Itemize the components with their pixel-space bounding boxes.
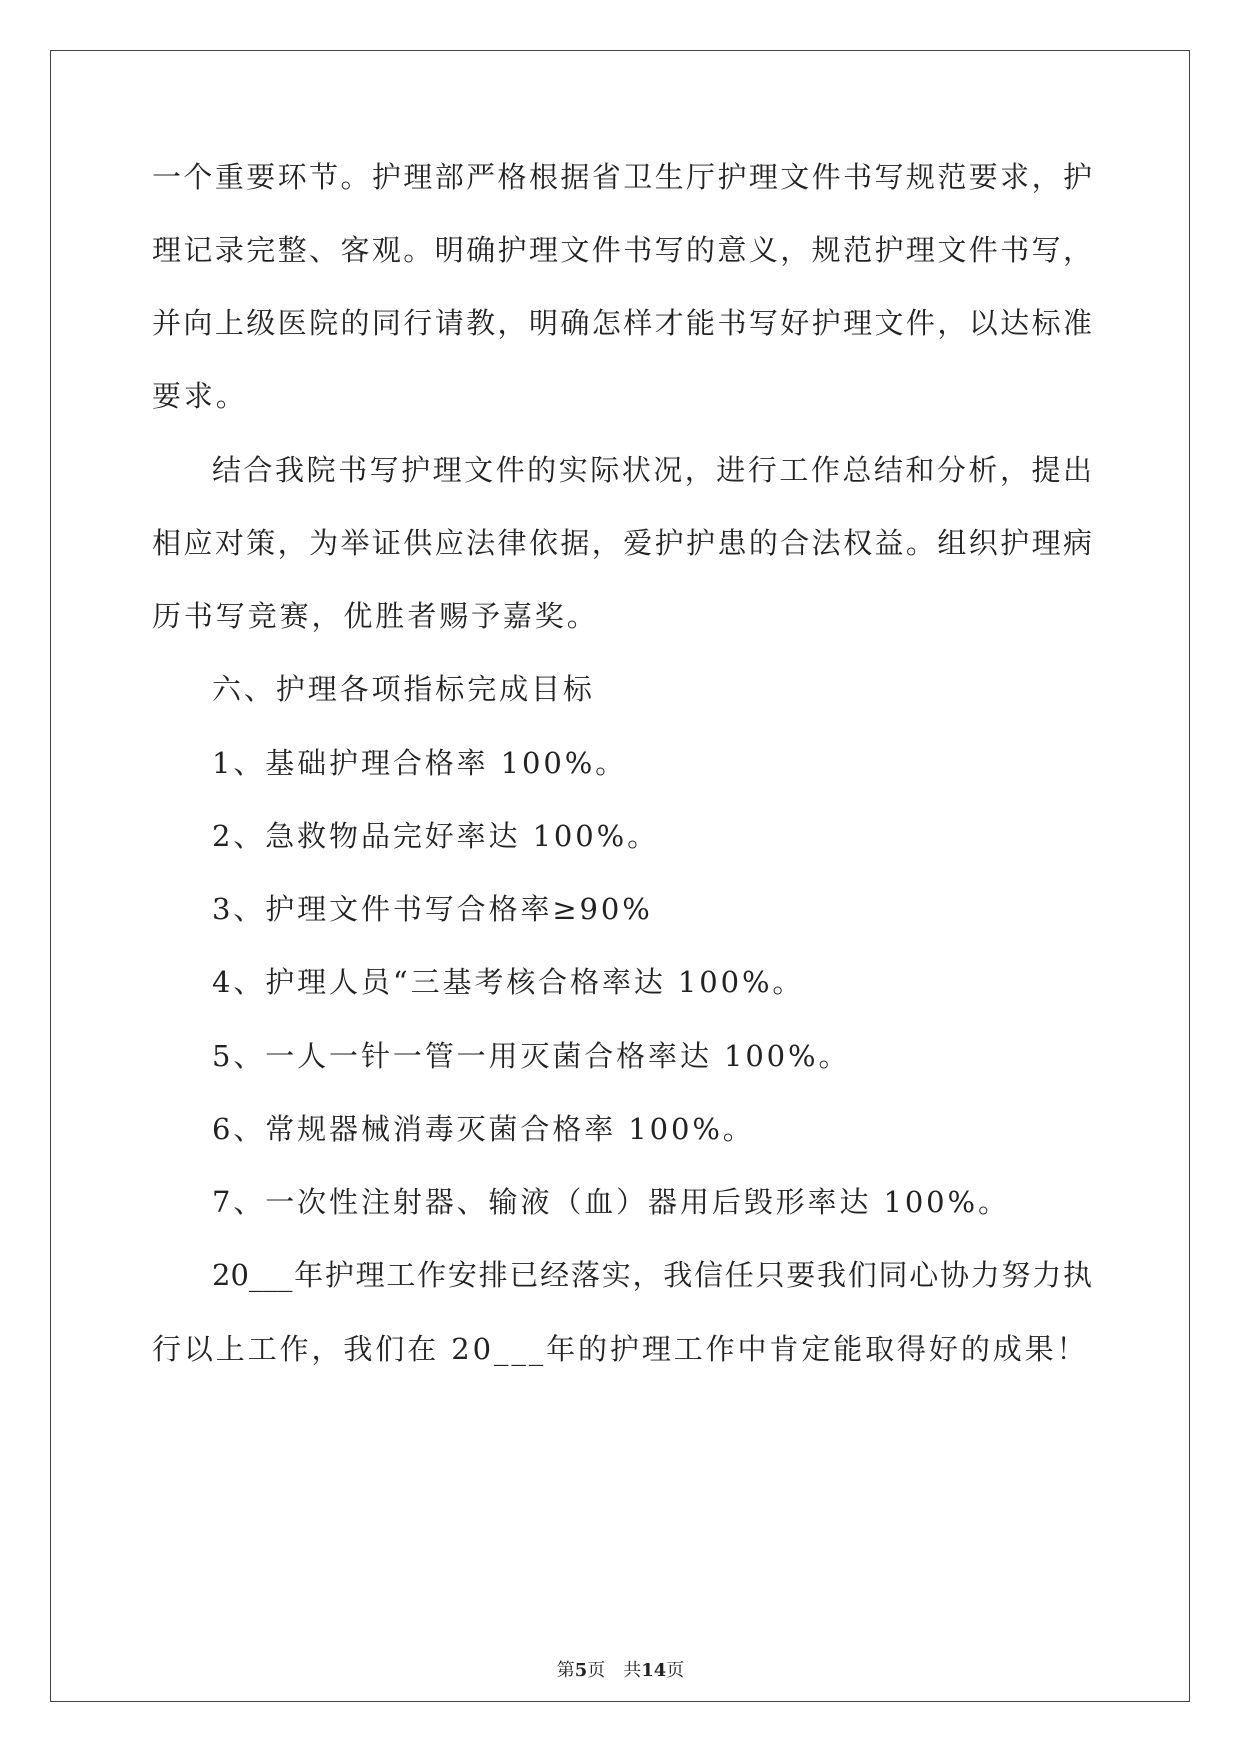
target-item-2: 2、急救物品完好率达 100%。 [212,819,659,853]
paragraph-3-line-2: 行以上工作，我们在 20___年的护理工作中肯定能取得好的成果！ [152,1332,1089,1366]
paragraph-2-line-3: 历书写竞赛，优胜者赐予嘉奖。 [152,599,599,633]
paragraph-1-line-2: 理记录完整、客观。明确护理文件书写的意义，规范护理文件书写， [152,233,1092,267]
target-item-7: 7、一次性注射器、输液（血）器用后毁形率达 100%。 [212,1185,1010,1219]
footer-total-suffix: 页 [666,1660,685,1681]
footer-page-suffix: 页 [587,1660,606,1681]
paragraph-1-line-1: 一个重要环节。护理部严格根据省卫生厅护理文件书写规范要求，护 [152,160,1092,194]
paragraph-3-line-1: 20___年护理工作安排已经落实，我信任只要我们同心协力努力执 [212,1258,1092,1292]
paragraph-2-line-1: 结合我院书写护理文件的实际状况，进行工作总结和分析，提出 [212,453,1092,487]
section-heading-6: 六、护理各项指标完成目标 [212,672,595,706]
footer-total-prefix: 共 [623,1660,642,1681]
page-footer [0,1659,1241,1683]
target-item-5: 5、一人一针一管一用灭菌合格率达 100%。 [212,1039,851,1073]
paragraph-1-line-3: 并向上级医院的同行请教，明确怎样才能书写好护理文件，以达标准 [152,306,1092,340]
footer-page-prefix: 第 [556,1660,575,1681]
target-item-6: 6、常规器械消毒灭菌合格率 100%。 [212,1112,755,1146]
page-border [50,50,1190,1702]
paragraph-1-line-4: 要求。 [152,379,248,413]
target-item-3: 3、护理文件书写合格率≥90% [212,892,653,926]
paragraph-2-line-2: 相应对策，为举证供应法律依据，爱护护患的合法权益。组织护理病 [152,526,1092,560]
footer-total-number: 14 [641,1660,667,1681]
footer-page-number: 5 [574,1660,588,1681]
target-item-1: 1、基础护理合格率 100%。 [212,746,628,780]
target-item-4: 4、护理人员“三基考核合格率达 100%。 [212,965,805,999]
